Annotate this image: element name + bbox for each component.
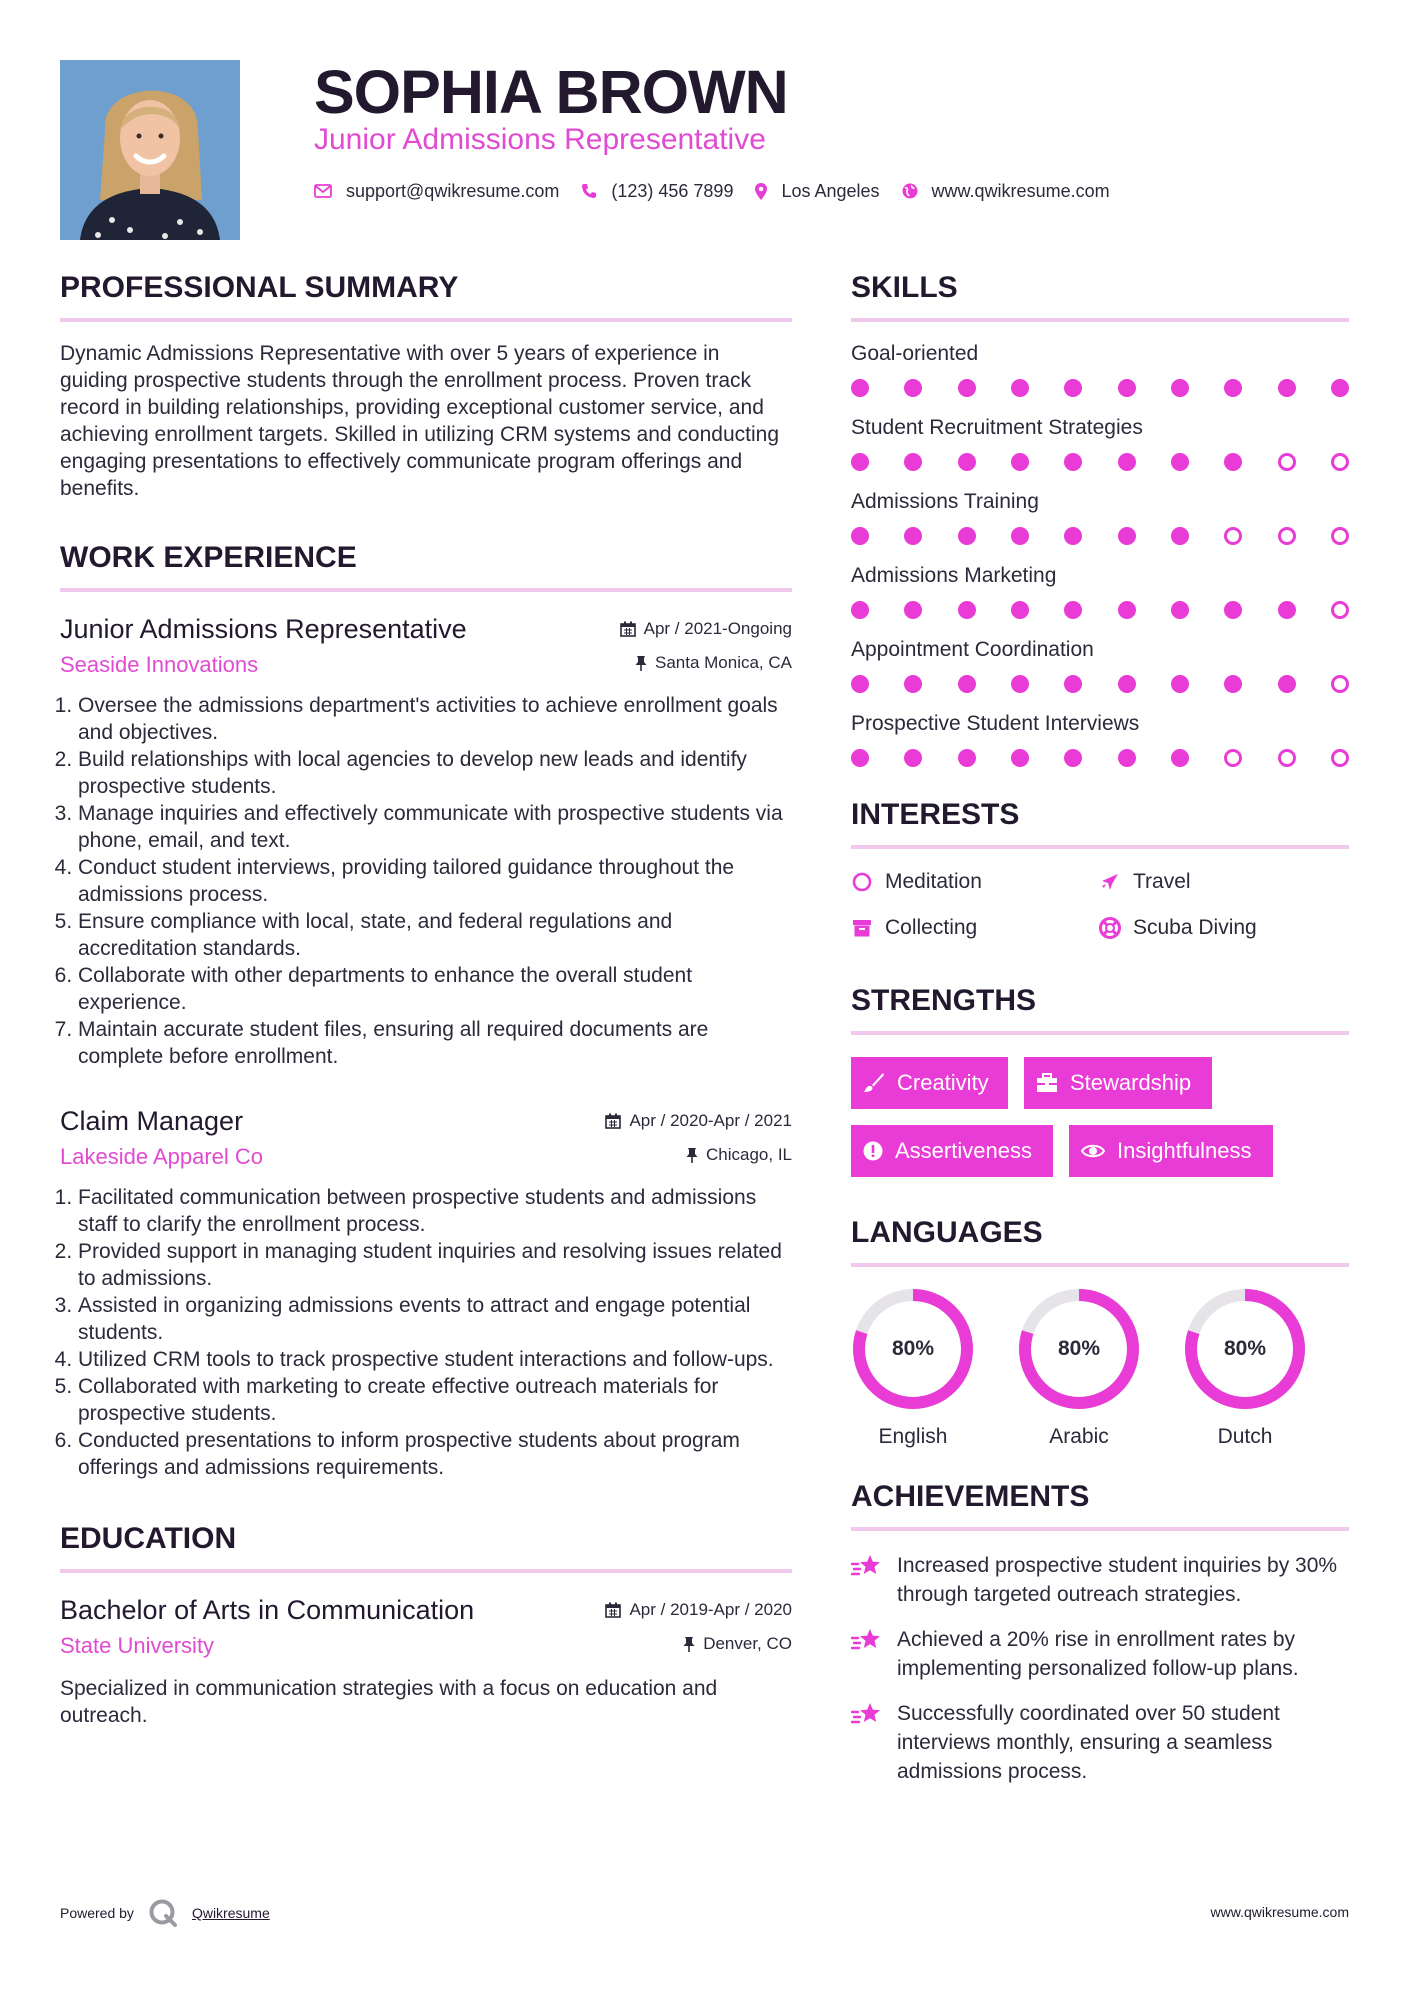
exclamation-circle-icon [863,1141,883,1161]
duty-item: 4. Conduct student interviews, providing tailored guidance throughout the admissions process. [78,854,792,908]
shooting-star-icon [851,1699,885,1727]
duty-item: 2. Provided support in managing student inquiries and resolving issues related to admissions. [78,1238,792,1292]
education-section [60,1521,792,1729]
rating-dot-filled [1118,453,1136,471]
language-item [1183,1287,1349,1449]
interest-item [851,913,1099,943]
skill-rating [851,379,1349,397]
strengths-list [851,1057,1349,1193]
rating-dot-empty [1278,527,1296,545]
company-name: Lakeside Apparel Co [60,1144,264,1169]
job-location-text: Chicago, IL [706,1145,792,1164]
footer-branding [60,1898,270,1928]
rating-dot-filled [1278,675,1296,693]
website-text: www.qwikresume.com [931,180,1110,201]
rating-dot-filled [1118,675,1136,693]
achievement-text: Achieved a 20% rise in enrollment rates by implementing personalized follow-up plans. [897,1628,1299,1680]
skill-item [851,562,1349,619]
duty-item: 3. Assisted in organizing admissions events to attract and engage potential students. [78,1292,792,1346]
rating-dot-filled [1064,379,1082,397]
interest-label: Travel [1133,870,1191,893]
strength-label: Creativity [897,1070,989,1095]
rating-dot-filled [1118,601,1136,619]
interests-grid [851,867,1349,943]
education-dates [605,1600,792,1620]
language-name: English [878,1425,948,1448]
email-text: support@qwikresume.com [346,180,560,201]
rating-dot-filled [851,675,869,693]
experience-section [60,540,792,1481]
paint-brush-icon [863,1072,885,1094]
duty-item: 3. Manage inquiries and effectively communicate with prospective students via phone, email, and text. [78,800,792,854]
rating-dot-filled [851,601,869,619]
rating-dot-filled [1064,601,1082,619]
strength-chip [1024,1057,1212,1109]
rating-dot-filled [904,379,922,397]
rating-dot-filled [1118,527,1136,545]
rating-dot-filled [1171,749,1189,767]
left-column [60,270,792,1729]
plane-icon [1099,872,1121,892]
rating-dot-filled [958,749,976,767]
achievements-heading: ACHIEVEMENTS [851,1479,1349,1531]
language-percent: 80% [891,1337,935,1360]
calendar-icon [605,1113,621,1129]
language-item [851,1287,1017,1449]
interest-item [1099,867,1347,897]
calendar-icon [620,621,636,637]
strength-label: Stewardship [1070,1070,1192,1095]
job-title: Claim Manager [60,1106,244,1136]
contact-website[interactable] [902,181,1110,202]
rating-dot-filled [1171,601,1189,619]
duty-item: 7. Maintain accurate student files, ensuring all required documents are complete before enrollment. [78,1016,792,1070]
summary-section [60,270,792,502]
skill-item [851,710,1349,767]
achievement-item [851,1551,1349,1609]
skill-item [851,636,1349,693]
skill-name: Admissions Training [851,490,1039,513]
language-name: Arabic [1049,1425,1109,1448]
briefcase-icon [1036,1073,1058,1093]
language-name: Dutch [1217,1425,1273,1448]
strength-chip [851,1125,1053,1177]
skills-section [851,270,1349,767]
skill-name: Prospective Student Interviews [851,712,1140,735]
phone-icon [581,183,597,199]
map-pin-icon [755,183,767,200]
interest-item [1099,913,1347,943]
language-ring [1183,1287,1307,1411]
candidate-name: SOPHIA BROWN [314,58,788,126]
rating-dot-filled [904,527,922,545]
interests-heading: INTERESTS [851,797,1349,849]
achievement-text: Increased prospective student inquiries by 30% through targeted outreach strategies. [897,1554,1338,1606]
experience-heading: WORK EXPERIENCE [60,540,792,592]
languages-heading: LANGUAGES [851,1215,1349,1267]
contact-bar [314,176,1132,206]
rating-dot-filled [1011,675,1029,693]
rating-dot-filled [1118,749,1136,767]
rating-dot-filled [904,453,922,471]
rating-dot-filled [851,379,869,397]
duties-list [60,692,792,1070]
strength-label: Insightfulness [1117,1138,1252,1163]
rating-dot-empty [1278,453,1296,471]
rating-dot-filled [1331,379,1349,397]
degree-title: Bachelor of Arts in Communication [60,1595,475,1625]
languages-section [851,1215,1349,1449]
rating-dot-filled [904,675,922,693]
life-ring-icon [1099,917,1121,939]
qwikresume-link[interactable]: Qwikresume [191,1905,270,1921]
school-name: State University [60,1633,215,1658]
rating-dot-empty [1224,527,1242,545]
contact-location [755,181,879,202]
interest-label: Meditation [885,870,982,893]
job-dates [605,1111,792,1131]
skill-rating [851,601,1349,619]
job-location [635,653,792,673]
skill-item [851,340,1349,397]
skill-rating [851,453,1349,471]
skills-list [851,340,1349,767]
education-description: Specialized in communication strategies with a focus on education and outreach. [60,1677,718,1727]
rating-dot-filled [958,379,976,397]
globe-icon [902,183,918,199]
achievement-text: Successfully coordinated over 50 student interviews monthly, ensuring a seamless admissions process. [897,1702,1280,1783]
education-dates-text: Apr / 2019-Apr / 2020 [629,1600,792,1619]
rating-dot-filled [958,675,976,693]
rating-dot-filled [1278,379,1296,397]
rating-dot-filled [1224,675,1242,693]
pushpin-icon [635,655,647,671]
skill-rating [851,675,1349,693]
achievements-section [851,1479,1349,1786]
duty-item: 5. Ensure compliance with local, state, and federal regulations and accreditation standards. [78,908,792,962]
rating-dot-empty [1224,749,1242,767]
rating-dot-filled [1011,379,1029,397]
rating-dot-filled [1011,749,1029,767]
envelope-icon [314,184,332,198]
achievement-item [851,1625,1349,1683]
strengths-section [851,983,1349,1193]
skill-rating [851,527,1349,545]
rating-dot-filled [1224,453,1242,471]
rating-dot-filled [958,527,976,545]
rating-dot-filled [1278,601,1296,619]
pushpin-icon [683,1636,695,1652]
language-percent: 80% [1057,1337,1101,1360]
duty-item: 6. Collaborate with other departments to enhance the overall student experience. [78,962,792,1016]
language-percent: 80% [1223,1337,1267,1360]
duty-item: 5. Collaborated with marketing to create effective outreach materials for prospective students. [78,1373,792,1427]
rating-dot-empty [1331,675,1349,693]
rating-dot-filled [1064,675,1082,693]
language-ring [851,1287,975,1411]
interest-label: Collecting [885,916,978,939]
pushpin-icon [686,1147,698,1163]
candidate-title: Junior Admissions Representative [314,123,766,156]
rating-dot-empty [1331,601,1349,619]
interest-item [851,867,1099,897]
duty-item: 4. Utilized CRM tools to track prospective student interactions and follow-ups. [78,1346,792,1373]
education-location-text: Denver, CO [703,1634,792,1653]
rating-dot-filled [958,601,976,619]
contact-email[interactable] [314,181,559,202]
achievement-item [851,1699,1349,1786]
summary-heading: PROFESSIONAL SUMMARY [60,270,792,322]
skill-name: Student Recruitment Strategies [851,416,1143,439]
strengths-heading: STRENGTHS [851,983,1349,1035]
rating-dot-filled [1064,453,1082,471]
archive-box-icon [851,918,873,938]
rating-dot-filled [851,453,869,471]
phone-text: (123) 456 7899 [611,180,734,201]
rating-dot-filled [1224,601,1242,619]
profile-photo [60,60,240,240]
rating-dot-empty [1331,749,1349,767]
rating-dot-filled [1171,379,1189,397]
rating-dot-filled [958,453,976,471]
rating-dot-filled [1064,527,1082,545]
circle-icon [851,872,873,892]
calendar-icon [605,1602,621,1618]
strength-chip [1069,1125,1273,1177]
job-entry [60,1104,792,1481]
company-name: Seaside Innovations [60,652,259,677]
shooting-star-icon [851,1625,885,1653]
rating-dot-filled [1011,453,1029,471]
skill-name: Admissions Marketing [851,564,1057,587]
rating-dot-filled [1171,453,1189,471]
rating-dot-filled [1118,379,1136,397]
rating-dot-filled [1011,527,1029,545]
rating-dot-filled [904,601,922,619]
eye-icon [1081,1143,1105,1159]
skill-item [851,488,1349,545]
job-dates-text: Apr / 2021-Ongoing [643,619,792,638]
duty-item: 1. Oversee the admissions department's activities to achieve enrollment goals and objectives. [78,692,792,746]
job-entry [60,612,792,1070]
job-dates [620,619,792,639]
rating-dot-filled [1064,749,1082,767]
rating-dot-filled [1171,527,1189,545]
location-text: Los Angeles [781,180,880,201]
skill-rating [851,749,1349,767]
skill-name: Goal-oriented [851,342,979,365]
footer-website[interactable]: www.qwikresume.com [1210,1904,1349,1920]
summary-text: Dynamic Admissions Representative with over 5 years of experience in guiding prospective students through the enrollment process. Proven track record in building relationships, providing exceptional customer service, and achieving enrollment targets. Skilled in utilizing CRM systems and conducting engaging presentations to effectively communicate program offerings and benefits. [60,342,780,500]
language-ring [1017,1287,1141,1411]
skill-name: Appointment Coordination [851,638,1094,661]
job-title: Junior Admissions Representative [60,614,467,644]
rating-dot-filled [1171,675,1189,693]
strength-label: Assertiveness [895,1138,1032,1163]
job-dates-text: Apr / 2020-Apr / 2021 [629,1111,792,1130]
job-location [686,1145,792,1165]
skill-item [851,414,1349,471]
languages-list [851,1287,1349,1449]
rating-dot-filled [851,527,869,545]
shooting-star-icon [851,1551,885,1579]
contact-phone[interactable] [581,181,733,202]
rating-dot-filled [851,749,869,767]
duty-item: 1. Facilitated communication between prospective students and admissions staff to clarify the enrollment process. [78,1184,792,1238]
duties-list [60,1184,792,1481]
interests-section [851,797,1349,943]
strength-chip [851,1057,1008,1109]
duty-item: 6. Conducted presentations to inform prospective students about program offerings and admissions requirements. [78,1427,792,1481]
language-item [1017,1287,1183,1449]
right-column [851,270,1349,1802]
interest-label: Scuba Diving [1133,916,1257,939]
skills-heading: SKILLS [851,270,1349,322]
rating-dot-empty [1331,527,1349,545]
rating-dot-filled [1224,379,1242,397]
qwikresume-logo-icon [148,1898,178,1928]
powered-by-text: Powered by [60,1905,134,1921]
job-location-text: Santa Monica, CA [654,653,792,672]
rating-dot-filled [904,749,922,767]
rating-dot-empty [1278,749,1296,767]
duty-item: 2. Build relationships with local agencies to develop new leads and identify prospective students. [78,746,792,800]
education-location [683,1634,792,1654]
education-heading: EDUCATION [60,1521,792,1573]
rating-dot-empty [1331,453,1349,471]
rating-dot-filled [1011,601,1029,619]
